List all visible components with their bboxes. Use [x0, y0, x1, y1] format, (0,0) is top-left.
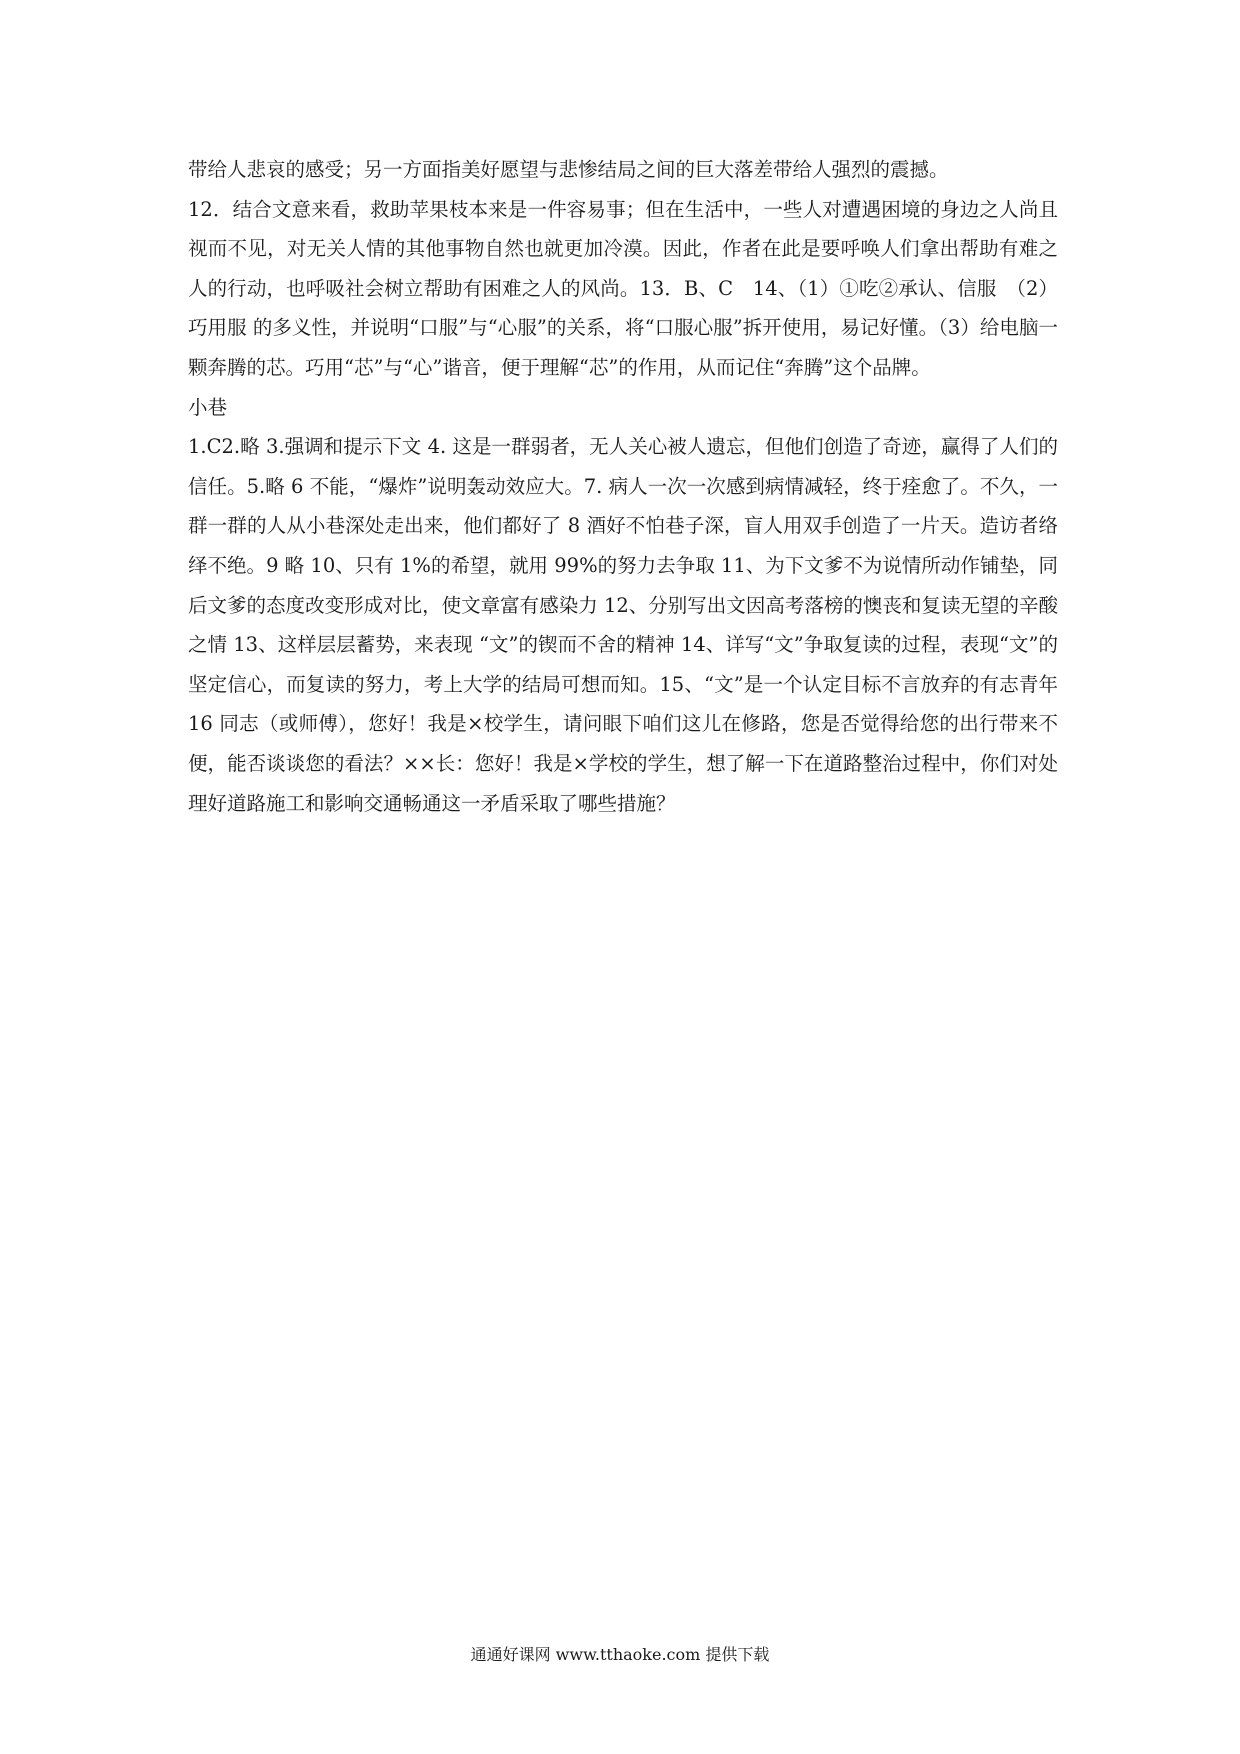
document-body	[188, 150, 1058, 823]
section-heading-xiaoxiang: 小巷	[188, 395, 228, 419]
paragraph-answers-12-14: 12．结合文意来看，救助苹果枝本来是一件容易事；但在生活中，一些人对遭遇困境的身边之人尚且视而不见，对无关人情的其他事物自然也就更加冷漠。因此，作者在此是要呼唤人们拿出帮助有难之人的行动，也呼吸社会树立帮助有困难之人的风尚。13．B、C 14、（1）①吃②承认、信服 （2）巧用服 的多义性，并说明“口服”与“心服”的关系，将“口服心服”拆开使用，易记好懂。（3）给电脑一颗奔腾的芯。巧用“芯”与“心”谐音，便于理解“芯”的作用，从而记住“奔腾”这个品牌。	[188, 197, 1058, 379]
paragraph-xiaoxiang-answers: 1.C2.略 3.强调和提示下文 4. 这是一群弱者，无人关心被人遗忘，但他们创造了奇迹，赢得了人们的信任。5.略 6 不能，“爆炸”说明轰动效应大。7. 病人一次一次感到病情减轻，终于痊愈了。不久，一群一群的人从小巷深处走出来，他们都好了 8 酒好不怕巷子深，盲人用双手创造了一片天。造访者络绎不绝。9 略 10、只有 1%的希望，就用 99%的努力去争取 11、为下文爹不为说情所动作铺垫，同后文爹的态度改变形成对比，使文章富有感染力 12、分别写出文因高考落榜的懊丧和复读无望的辛酸之情 13、这样层层蓄势，来表现 “文”的锲而不舍的精神 14、详写“文”争取复读的过程，表现“文”的坚定信心，而复读的努力，考上大学的结局可想而知。15、“文”是一个认定目标不言放弃的有志青年 16 同志（或师傅），您好！我是×校学生，请问眼下咱们这儿在修路，您是否觉得给您的出行带来不便，能否谈谈您的看法？××长：您好！我是×学校的学生，想了解一下在道路整治过程中，你们对处理好道路施工和影响交通畅通这一矛盾采取了哪些措施？	[188, 435, 1058, 815]
page-footer: 通通好课网 www.tthaoke.com 提供下载	[470, 1645, 770, 1664]
paragraph-answer-continuation: 带给人悲哀的感受；另一方面指美好愿望与悲惨结局之间的巨大落差带给人强烈的震撼。	[188, 158, 949, 181]
